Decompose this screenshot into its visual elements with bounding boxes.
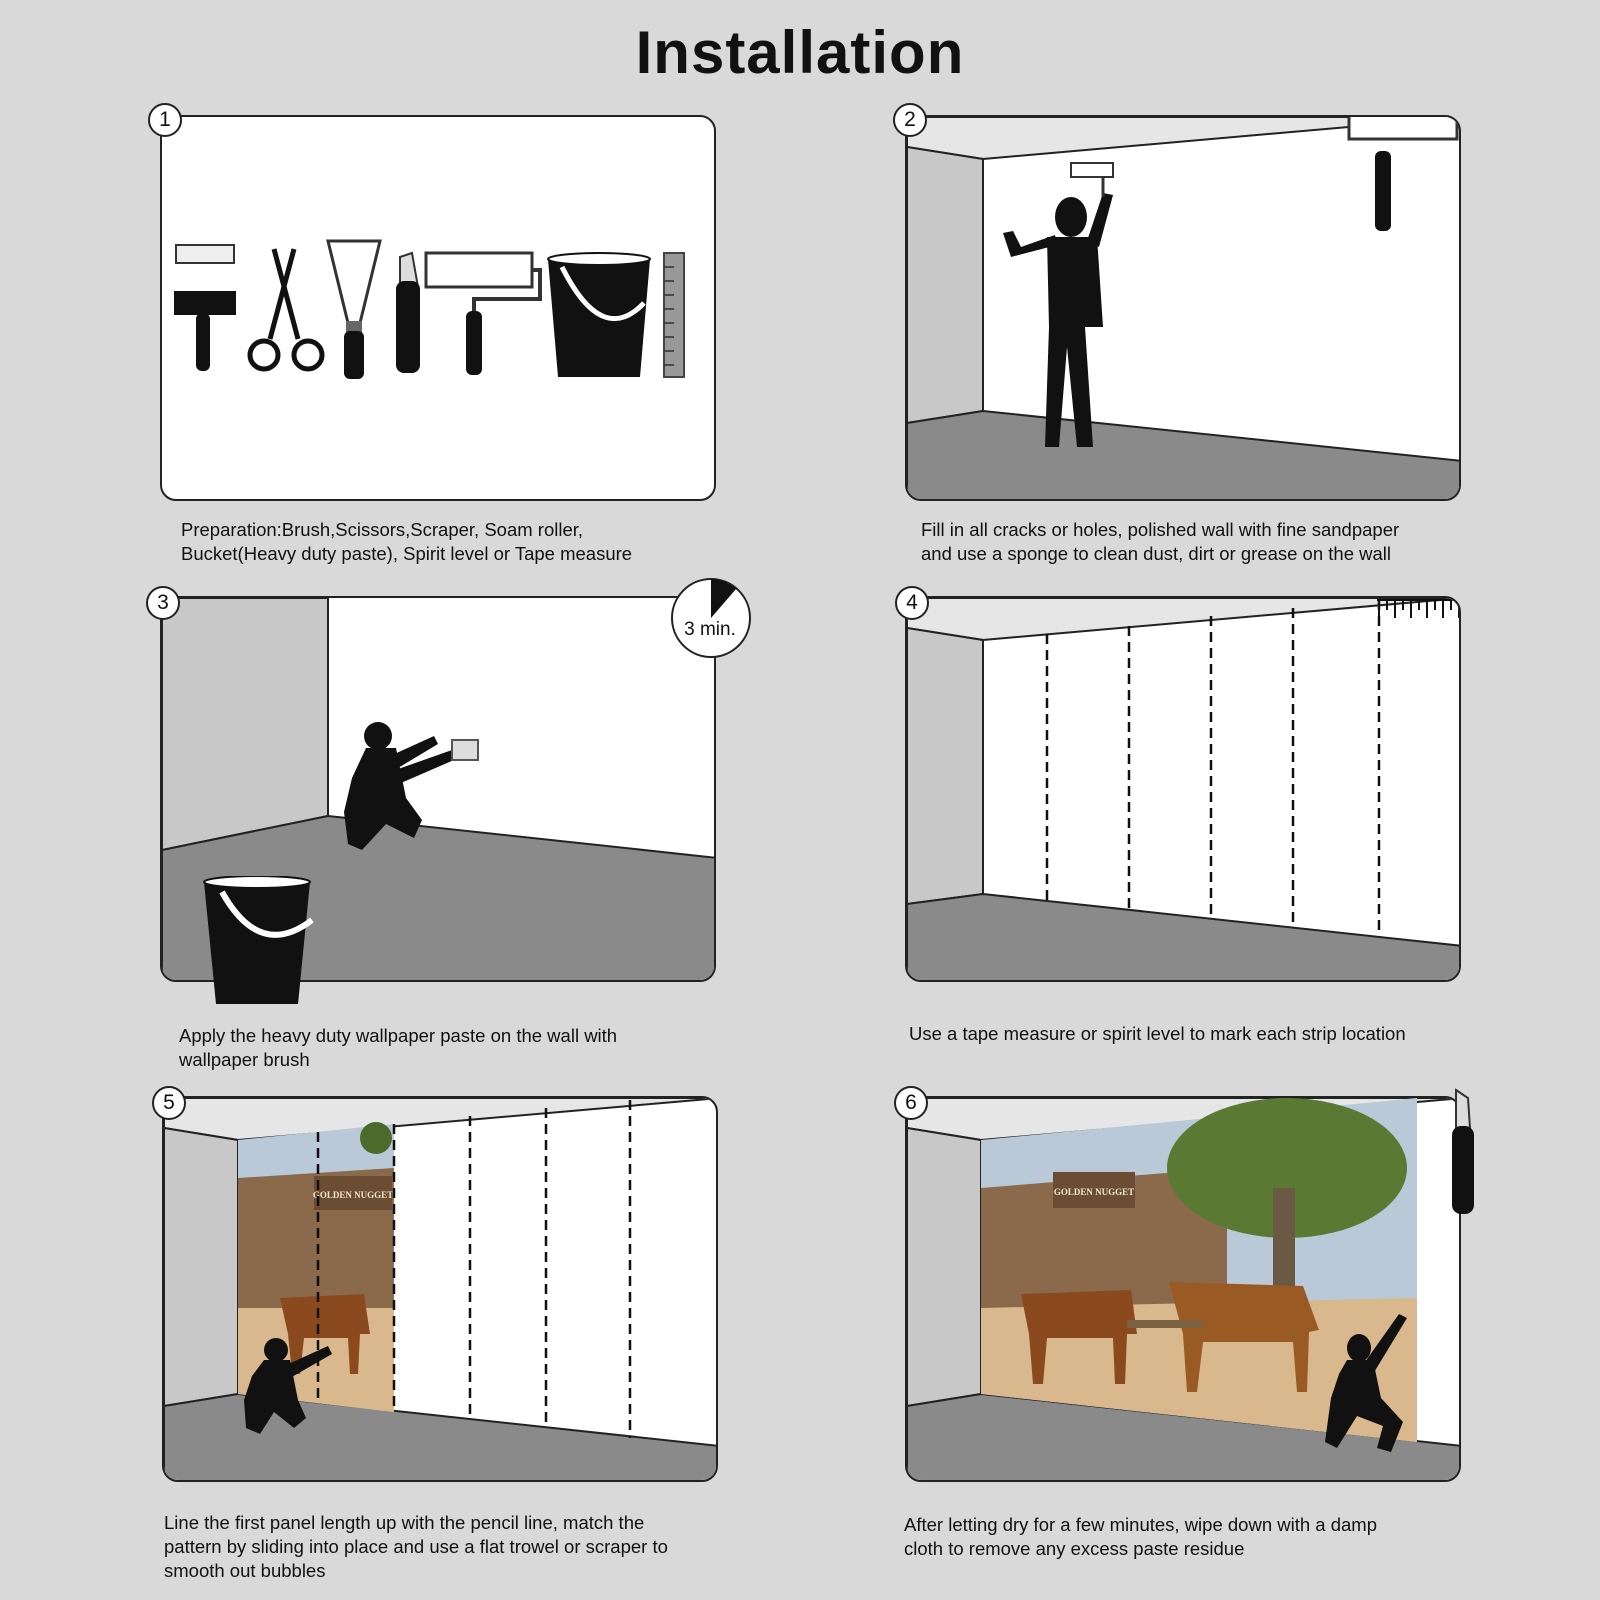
step-5-panel [162,1096,718,1482]
step-4-panel [905,596,1461,982]
scissors-icon [250,249,322,369]
bucket-icon [200,876,320,1006]
step-5-caption: Line the first panel length up with the pencil line, match the pattern by sliding into place and use a flat trowel or scraper to smooth out bubbles [164,1512,668,1581]
knife-icon [396,253,420,373]
timer-icon [670,577,752,664]
step-number-2: 2 [893,103,927,137]
page-title: Installation [635,19,965,86]
mural-sign: GOLDEN NUGGET [1053,1187,1135,1197]
scraper-icon [328,241,380,379]
step-number-3: 3 [146,586,180,620]
small-roller-icon [1071,163,1113,197]
step-6-caption: After letting dry for a few minutes, wipe down with a damp cloth to remove any excess paste residue [904,1514,1377,1559]
knife-icon [1448,1088,1476,1218]
brush-icon [452,740,478,760]
step-3-caption: Apply the heavy duty wallpaper paste on the wall with wallpaper brush [179,1025,618,1070]
step-1-panel [160,115,716,501]
step-number-6: 6 [894,1086,928,1120]
step-4-caption: Use a tape measure or spirit level to mark each strip location [909,1023,1406,1044]
step-number-5: 5 [152,1086,186,1120]
timer-label: 3 min. [684,619,736,640]
step-number-4: 4 [895,586,929,620]
mural-sign: GOLDEN NUGGET [312,1190,394,1200]
bucket-icon [548,253,650,377]
strip-lines [1047,600,1379,936]
ruler-icon [664,253,684,377]
step-2-panel [905,115,1461,501]
roller-icon [1349,117,1461,231]
step-6-panel [905,1096,1461,1482]
person-silhouette [1003,193,1113,447]
step-2-caption: Fill in all cracks or holes, polished wall with fine sandpaper and use a sponge to clean dust, dirt or grease on the wall [921,519,1400,564]
brush-icon [174,245,236,371]
step-1-caption: Preparation:Brush,Scissors,Scraper, Soam roller, Bucket(Heavy duty paste), Spirit level or Tape measure [181,519,633,564]
roller-icon [426,253,540,375]
step-number-1: 1 [148,103,182,137]
